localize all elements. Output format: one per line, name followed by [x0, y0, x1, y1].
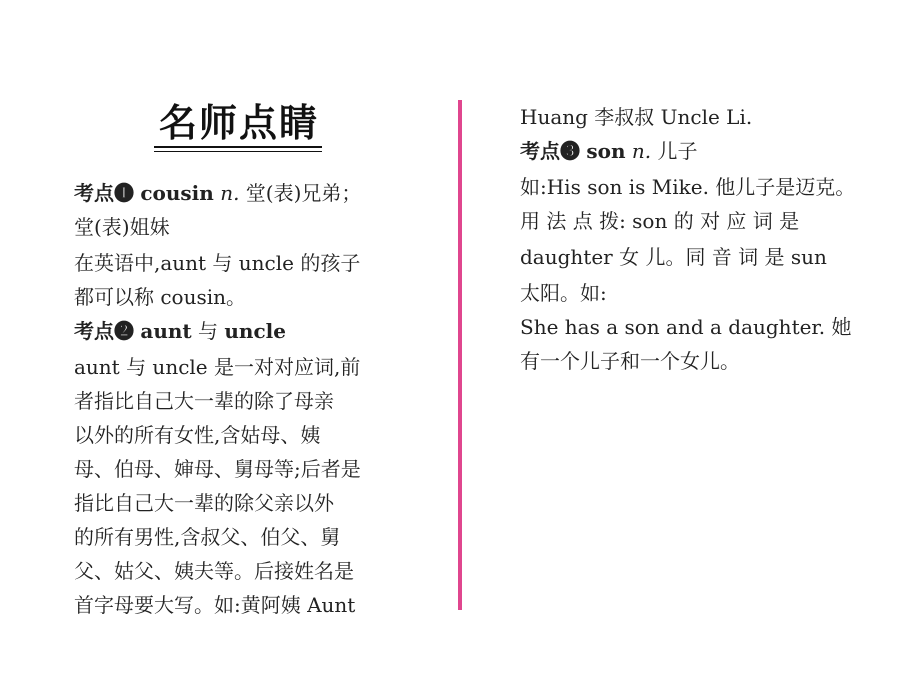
text-line: 母、伯母、婶母、舅母等;后者是 — [74, 457, 361, 481]
text-line: 指比自己大一辈的除父亲以外 — [74, 491, 334, 515]
point-3-word: son — [586, 139, 626, 163]
text-line: 如:His son is Mike. 他儿子是迈克。 — [520, 175, 856, 199]
text-line: 用 法 点 拨: son 的 对 应 词 是 — [520, 209, 800, 233]
text-line: 以外的所有女性,含姑母、姨 — [74, 423, 321, 447]
point-2-word-uncle: uncle — [224, 319, 286, 343]
title-underline-thin — [154, 151, 322, 152]
point-2-heading — [74, 316, 286, 346]
text-line: 者指比自己大一辈的除了母亲 — [74, 389, 334, 413]
point-3-meaning: 儿子 — [657, 139, 698, 163]
point-2-conjunction: 与 — [198, 319, 218, 343]
section-title: 名师点睛 — [158, 101, 319, 145]
text-line: 的所有男性,含叔父、伯父、舅 — [74, 525, 341, 549]
text-line: Huang 李叔叔 Uncle Li. — [520, 105, 753, 129]
point-2-word-aunt: aunt — [140, 319, 192, 343]
text-line: 父、姑父、姨夫等。后接姓名是 — [74, 559, 354, 583]
point-1-meaning: 堂(表)兄弟； — [245, 181, 362, 205]
point-1-pos: n. — [220, 181, 240, 205]
point-3-label: 考点❸ — [520, 139, 580, 163]
column-divider — [458, 100, 462, 610]
point-1-heading — [74, 178, 361, 208]
point-1-word: cousin — [140, 181, 214, 205]
text-line: 在英语中,aunt 与 uncle 的孩子 — [74, 251, 361, 275]
text-line: aunt 与 uncle 是一对对应词,前 — [74, 355, 361, 379]
point-1-label: 考点❶ — [74, 181, 134, 205]
point-2-label: 考点❷ — [74, 319, 134, 343]
text-line: 堂(表)姐妹 — [74, 215, 170, 239]
point-3-pos: n. — [631, 139, 652, 163]
text-line: 有一个儿子和一个女儿。 — [520, 349, 740, 373]
text-line: 太阳。如: — [520, 281, 607, 305]
text-line: 首字母要大写。如:黄阿姨 Aunt — [74, 593, 356, 617]
text-line: She has a son and a daughter. 她 — [520, 315, 852, 339]
title-underline — [154, 146, 322, 148]
text-line: daughter 女 儿。同 音 词 是 sun — [520, 245, 827, 269]
point-3-heading — [520, 136, 697, 166]
text-line: 都可以称 cousin。 — [74, 285, 247, 309]
